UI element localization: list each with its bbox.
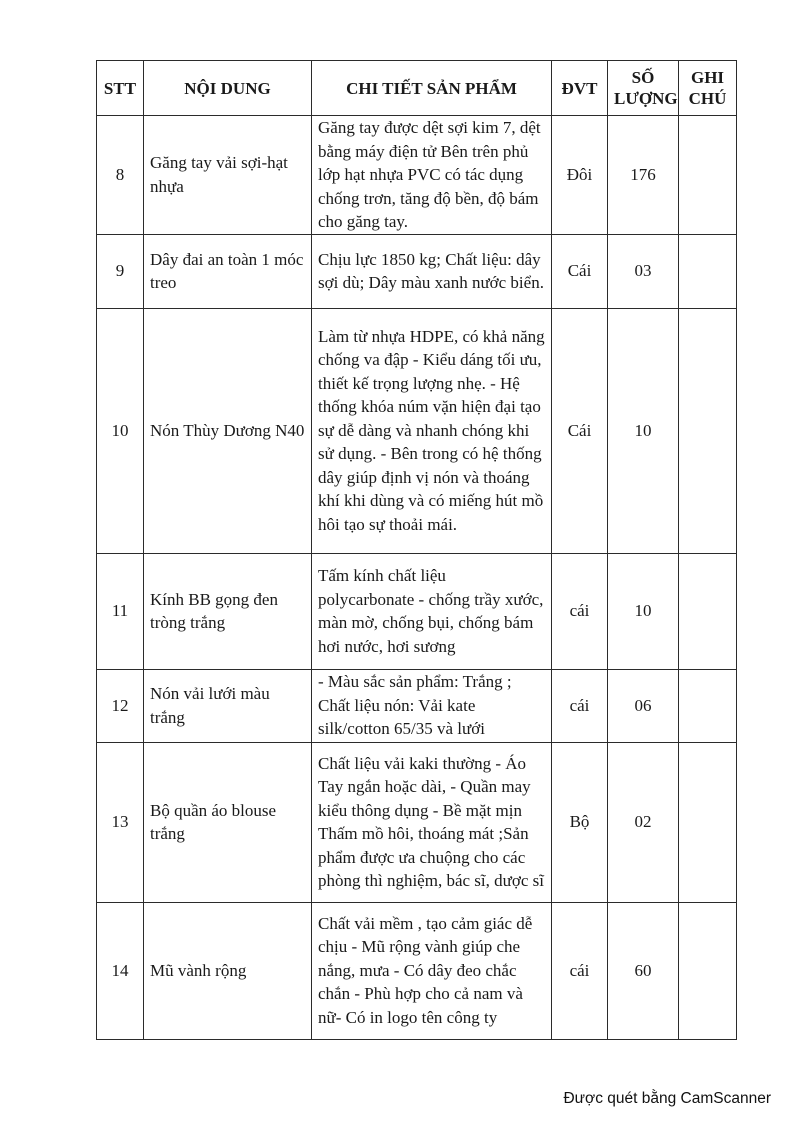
row-stt: 14 xyxy=(97,902,144,1039)
row-name: Kính BB gọng đen tròng trắng xyxy=(144,553,312,669)
row-qty: 176 xyxy=(608,116,679,235)
header-stt: STT xyxy=(97,61,144,116)
row-stt: 12 xyxy=(97,669,144,742)
header-so-luong-line1: SỐ xyxy=(631,68,655,87)
row-unit: Bộ xyxy=(552,742,608,902)
row-detail: Làm từ nhựa HDPE, có khả năng chống va đập - Kiểu dáng tối ưu, thiết kế trọng lượng nhẹ. - Hệ thống khóa núm vặn hiện đại tạo sự dễ dàng và nhanh chóng khi sử dụng. - Bên trong có hệ thống dây giúp định vị nón và thoáng khí khi dùng và có miếng hút mồ hôi tạo sự thoải mái. xyxy=(312,308,552,553)
row-note xyxy=(679,234,737,308)
header-dvt: ĐVT xyxy=(552,61,608,116)
row-stt: 9 xyxy=(97,234,144,308)
row-detail: Chất liệu vải kaki thường - Áo Tay ngắn hoặc dài, - Quần may kiểu thông dụng - Bề mặt mịn Thấm mồ hôi, thoáng mát ;Sản phẩm được ưa chuộng cho các phòng thì nghiệm, bác sĩ, dược sĩ xyxy=(312,742,552,902)
row-name: Nón Thùy Dương N40 xyxy=(144,308,312,553)
row-name: Mũ vành rộng xyxy=(144,902,312,1039)
camscanner-watermark: Được quét bằng CamScanner xyxy=(563,1090,771,1107)
header-ghi-chu xyxy=(679,61,737,116)
row-note xyxy=(679,742,737,902)
table-row xyxy=(97,902,737,1039)
row-stt: 13 xyxy=(97,742,144,902)
row-detail: Chất vải mềm , tạo cảm giác dễ chịu - Mũ rộng vành giúp che nắng, mưa - Có dây đeo chắc chắn - Phù hợp cho cả nam và nữ- Có in logo tên công ty xyxy=(312,902,552,1039)
row-detail: Tấm kính chất liệu polycarbonate - chống trầy xước, màn mờ, chống bụi, chống bám hơi nước, hơi sương xyxy=(312,553,552,669)
row-name: Dây đai an toàn 1 móc treo xyxy=(144,234,312,308)
table-row xyxy=(97,669,737,742)
row-unit: cái xyxy=(552,553,608,669)
row-unit: cái xyxy=(552,902,608,1039)
row-note xyxy=(679,308,737,553)
row-qty: 10 xyxy=(608,308,679,553)
table-row xyxy=(97,116,737,235)
row-note xyxy=(679,553,737,669)
header-chi-tiet: CHI TIẾT SẢN PHẨM xyxy=(312,61,552,116)
row-detail: Găng tay được dệt sợi kim 7, dệt bằng máy điện tử Bên trên phủ lớp hạt nhựa PVC có tác dụng chống trơn, tăng độ bền, độ bám cho găng tay. xyxy=(312,116,552,235)
row-qty: 06 xyxy=(608,669,679,742)
header-ghi-chu-line2: CHÚ xyxy=(688,89,727,108)
table-row xyxy=(97,308,737,553)
header-so-luong xyxy=(608,61,679,116)
row-name: Nón vải lưới màu trắng xyxy=(144,669,312,742)
row-note xyxy=(679,902,737,1039)
header-so-luong-line2: LƯỢNG xyxy=(614,89,678,108)
row-unit: cái xyxy=(552,669,608,742)
row-qty: 10 xyxy=(608,553,679,669)
row-detail: Chịu lực 1850 kg; Chất liệu: dây sợi dù; Dây màu xanh nước biển. xyxy=(312,234,552,308)
header-ghi-chu-line1: GHI xyxy=(690,68,725,87)
row-name: Bộ quần áo blouse trắng xyxy=(144,742,312,902)
row-unit: Cái xyxy=(552,308,608,553)
header-noi-dung: NỘI DUNG xyxy=(144,61,312,116)
row-note xyxy=(679,669,737,742)
table-header-row xyxy=(97,61,737,116)
row-stt: 11 xyxy=(97,553,144,669)
row-unit: Cái xyxy=(552,234,608,308)
row-qty: 60 xyxy=(608,902,679,1039)
row-stt: 10 xyxy=(97,308,144,553)
row-unit: Đôi xyxy=(552,116,608,235)
row-qty: 02 xyxy=(608,742,679,902)
table-row xyxy=(97,234,737,308)
row-note xyxy=(679,116,737,235)
product-table xyxy=(96,60,737,1040)
row-qty: 03 xyxy=(608,234,679,308)
row-detail: - Màu sắc sản phẩm: Trắng ; Chất liệu nón: Vải kate silk/cotton 65/35 và lưới xyxy=(312,669,552,742)
table-row xyxy=(97,742,737,902)
row-stt: 8 xyxy=(97,116,144,235)
row-name: Găng tay vải sợi-hạt nhựa xyxy=(144,116,312,235)
table-row xyxy=(97,553,737,669)
